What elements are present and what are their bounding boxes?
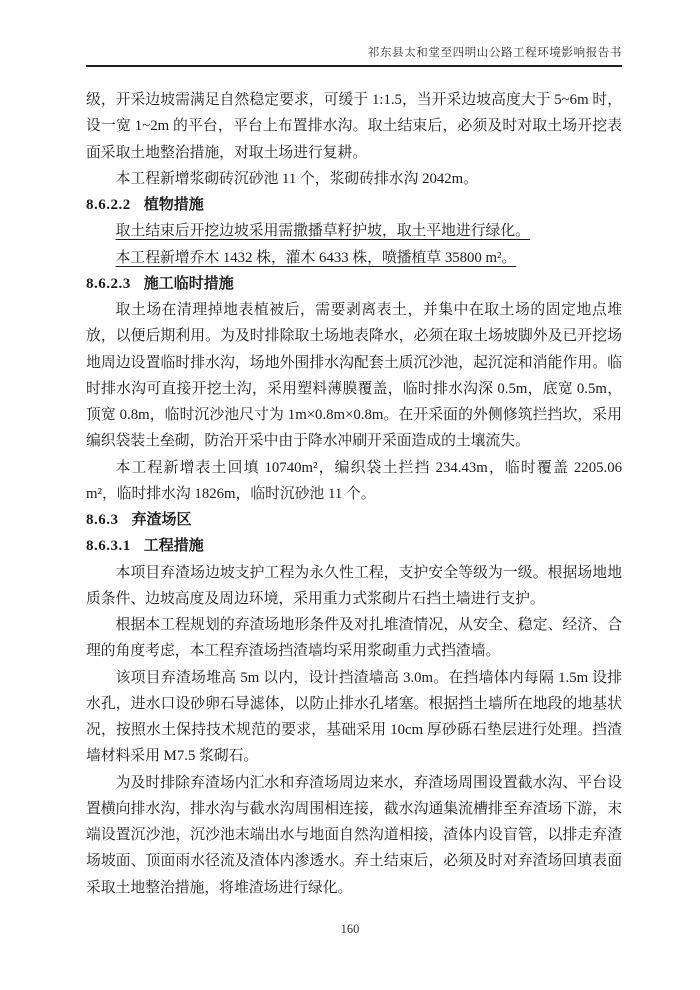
heading-number: 8.6.3 — [86, 512, 119, 528]
page-number: 160 — [340, 922, 360, 936]
paragraph-new-sediment-ponds: 本工程新增浆砌砖沉砂池 11 个，浆砌砖排水沟 2042m。 — [115, 170, 478, 187]
heading-8-6-3 — [86, 507, 622, 533]
paragraph-wall-design-details: 该项目弃渣场堆高 5m 以内，设计挡渣墙高 3.0m。在挡墙体内每隔 1.5m 设排水孔，进水口设砂卵石导滤体，以防止排水孔堵塞。根据挡土墙所在地段的地基状况，按照水土保持技术规范的要求，基础采用 10cm 厚砂砾石垫层进行处理。挡渣墙材料采用 M7.5 浆砌石。 — [86, 669, 622, 765]
paragraph-slope-support: 本项目弃渣场边坡支护工程为永久性工程，支护安全等级为一级。根据场地地质条件、边坡高度及周边环境，采用重力式浆砌片石挡土墙进行支护。 — [86, 564, 622, 607]
heading-8-6-2-3 — [86, 271, 622, 297]
heading-number: 8.6.3.1 — [86, 538, 131, 555]
paragraph-quarry-slope-continuation: 级，开采边坡需满足自然稳定要求，可缓于 1:1.5，当开采边坡高度大于 5~6m 时，设一宽 1~2m 的平台，平台上布置排水沟。取土结束后，必须及时对取土场开挖表面采取土地整治措施，对取土场进行复耕。 — [86, 92, 622, 161]
page-footer — [0, 922, 700, 937]
heading-title: 施工临时措施 — [143, 275, 234, 292]
heading-number: 8.6.2.3 — [86, 275, 131, 292]
heading-8-6-2-2 — [86, 192, 622, 218]
heading-number: 8.6.2.2 — [86, 197, 131, 213]
heading-8-6-3-1 — [86, 533, 622, 559]
paragraph-trees-shrubs-underlined: 本工程新增乔木 1432 株，灌木 6433 株，喷播植草 35800 m²。 — [115, 249, 517, 266]
heading-title: 植物措施 — [143, 197, 204, 213]
header-title: 祁东县太和堂至四明山公路工程环境影响报告书 — [367, 47, 622, 59]
paragraph-temporary-measures: 取土场在清理掉地表植被后，需要剥离表土，并集中在取土场的固定地点堆放，以便后期利用。为及时排除取土场地表降水，必须在取土场坡脚外及已开挖场地周边设置临时排水沟，场地外围排水沟配套土质沉沙池，起沉淀和消能作用。临时排水沟可直接开挖土沟，采用塑料薄膜覆盖，临时排水沟深 0.5m，底宽 0.5m，顶宽 0.8m，临时沉沙池尺寸为 1m×0.8m×0.8m。在开采面的外侧修筑拦挡坎，采用编织袋装土垒砌，防治开采中由于降水冲刷开采面造成的土壤流失。 — [86, 302, 622, 450]
page-header — [86, 44, 622, 67]
paragraph-drainage-system: 为及时排除弃渣场内汇水和弃渣场周边来水，弃渣场周围设置截水沟、平台设置横向排水沟，排水沟与截水沟周围相连接，截水沟通集流槽排至弃渣场下游，末端设置沉沙池，沉沙池末端出水与地面自然沟道相接，渣体内设盲管，以排走弃渣场坡面、顶面雨水径流及渣体内渗透水。弃土结束后，必须及时对弃渣场回填表面采取土地整治措施，将堆渣场进行绿化。 — [86, 774, 622, 896]
paragraph-topsoil-backfill-quantities: 本工程新增表土回填 10740m²，编织袋土拦挡 234.43m，临时覆盖 2205.06 m²，临时排水沟 1826m，临时沉砂池 11 个。 — [86, 459, 622, 502]
heading-title: 弃渣场区 — [131, 512, 192, 528]
heading-title: 工程措施 — [143, 538, 204, 555]
document-body — [86, 87, 622, 901]
paragraph-retaining-wall-type: 根据本工程规划的弃渣场地形条件及对扎堆渣情况，从安全、稳定、经济、合理的角度考虑，本工程弃渣场挡渣墙均采用浆砌重力式挡渣墙。 — [86, 617, 622, 660]
paragraph-grass-seeding-underlined: 取土结束后开挖边坡采用需撒播草籽护坡，取土平地进行绿化。 — [115, 223, 530, 240]
